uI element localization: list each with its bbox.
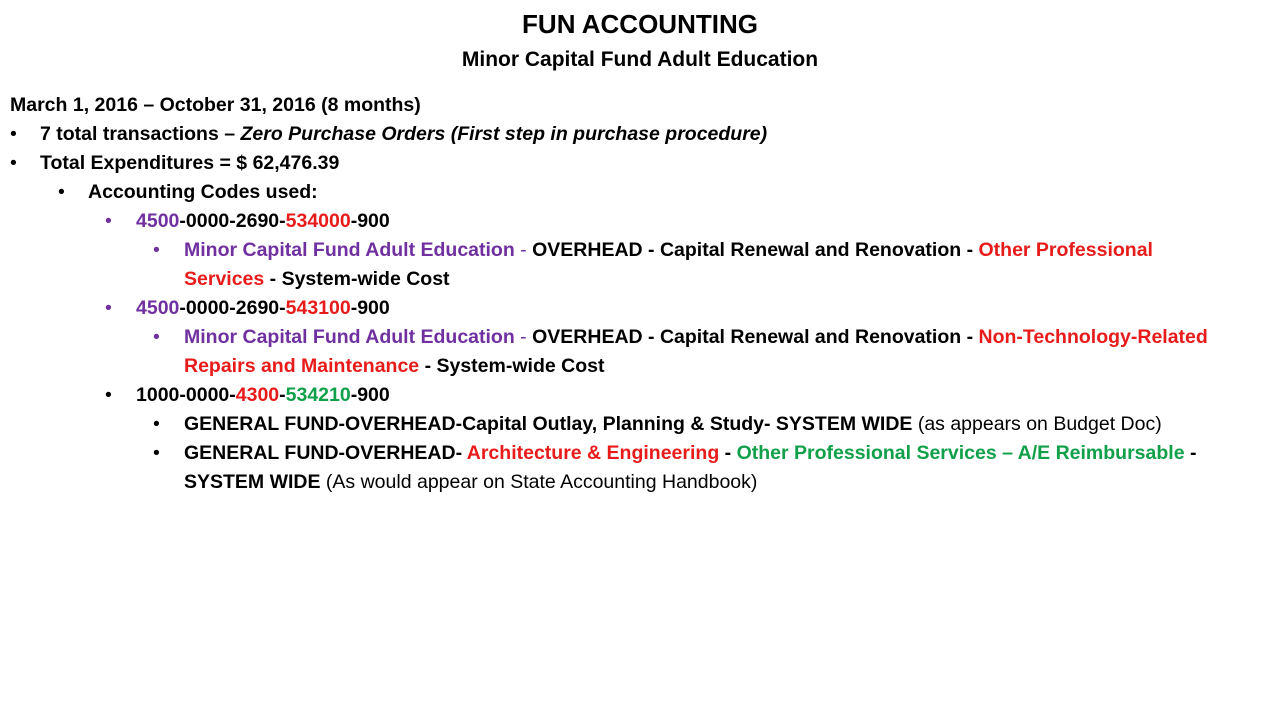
code-1-description [0, 236, 1234, 294]
bullet-icon: • [10, 123, 17, 145]
bullet-icon: • [10, 152, 17, 174]
code-fund: 4500 [136, 210, 180, 232]
code-fund: 4500 [136, 297, 180, 319]
desc-sep: - [514, 326, 533, 348]
desc-function: Architecture & Engineering [466, 442, 720, 464]
code-object: 534210 [285, 384, 351, 406]
bullet-icon: • [105, 384, 112, 406]
code-object: 534000 [285, 210, 351, 232]
desc-note: (As would appear on State Accounting Handbook) [320, 471, 758, 493]
code-function: 4300 [235, 384, 280, 406]
transactions-note: Zero Purchase Orders (First step in purchase procedure) [240, 123, 768, 145]
desc-end: - System-wide Cost [264, 268, 450, 290]
code-2-description [0, 323, 1214, 381]
bullet-icon: • [58, 181, 65, 203]
desc-mid: OVERHEAD - Capital Renewal and Renovation - [532, 326, 979, 348]
desc-object: Other Professional Services [184, 239, 1153, 290]
code-middle: - [279, 384, 286, 406]
code-middle: -0000-2690- [179, 210, 286, 232]
codes-heading-item [0, 178, 1280, 207]
bullet-icon: • [153, 413, 160, 435]
code-fund: 1000-0000- [136, 384, 236, 406]
account-code-1 [0, 207, 1280, 236]
desc-prefix: GENERAL FUND-OVERHEAD- [184, 442, 467, 464]
period-line [0, 91, 1280, 120]
bullet-icon: • [153, 239, 160, 261]
slide-subtitle: Minor Capital Fund Adult Education [461, 48, 819, 71]
transactions-count: 7 total transactions – [40, 123, 241, 145]
expenditures-item [0, 149, 1280, 178]
code-end: -900 [350, 297, 390, 319]
account-code-3 [0, 381, 1280, 410]
desc-object: Non-Technology-Related Repairs and Maintenance [184, 326, 1208, 377]
account-code-2 [0, 294, 1280, 323]
desc-sep: - [514, 239, 533, 261]
code-object: 543100 [285, 297, 351, 319]
slide-title: FUN ACCOUNTING [522, 9, 758, 39]
codes-heading: Accounting Codes used: [88, 181, 318, 203]
bullet-icon: • [153, 326, 160, 348]
period-text: March 1, 2016 – October 31, 2016 (8 months) [10, 94, 421, 116]
desc-suffix: - SYSTEM WIDE [184, 442, 1197, 493]
desc-sep: - [719, 442, 737, 464]
transactions-item [0, 120, 1280, 149]
desc-main: GENERAL FUND-OVERHEAD-Capital Outlay, Planning & Study- SYSTEM WIDE [184, 413, 913, 435]
desc-fund: Minor Capital Fund Adult Education [184, 239, 515, 261]
code-3-description-state [0, 439, 1244, 497]
expenditures-text: Total Expenditures = $ 62,476.39 [40, 152, 340, 174]
code-middle: -0000-2690- [179, 297, 286, 319]
desc-fund: Minor Capital Fund Adult Education [184, 326, 515, 348]
desc-mid: OVERHEAD - Capital Renewal and Renovation - [532, 239, 979, 261]
bullet-icon: • [153, 442, 160, 464]
bullet-icon: • [105, 297, 112, 319]
slide-body [0, 91, 1280, 497]
desc-note: (as appears on Budget Doc) [912, 413, 1162, 435]
code-3-description-budget [0, 410, 1244, 439]
desc-object: Other Professional Services – A/E Reimbursable [736, 442, 1185, 464]
code-end: -900 [350, 210, 390, 232]
desc-end: - System-wide Cost [419, 355, 605, 377]
code-end: -900 [350, 384, 390, 406]
bullet-icon: • [105, 210, 112, 232]
